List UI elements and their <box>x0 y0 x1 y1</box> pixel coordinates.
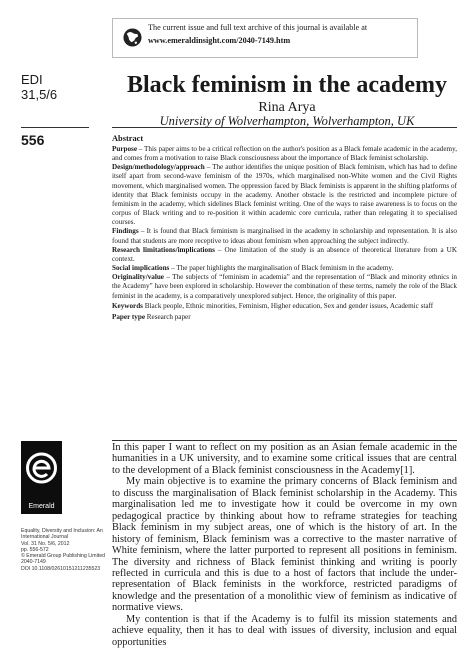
abstract <box>112 133 457 322</box>
abstract-keywords: Keywords Black people, Ethnic minorities, Feminism, Higher education, Sex and gender issues, Academic staff <box>112 302 434 311</box>
abstract-design: Design/methodology/approach – The author identifies the unique position of Black feminism, which has had to define itself apart from second-wave feminism of the 1970s, which marginalised non-White women and the Civil Rights movement, which marginalised women. The oppression faced by Black feminists is apparent in the shifting platforms of identity that Black feminists occupy in the academy. Another obstacle is the restricted and incomplete picture of feminism in the academy, which sidelines Black feminist writing. One of the ways to raise awareness is to focus on the corpus of Black writing and to re-position it within academic core curricula, rather than relegating it to specialised courses. <box>112 163 457 227</box>
body-paragraph: My main objective is to examine the primary concerns of Black feminism and to discuss the marginalisation of Black feminist scholarship in the Academy. This marginalisation led me to investigate how it could be overcome in my own pedagogical practice by thinking about how to reframe strategies for teaching Black feminism in my subject areas, one of which is the history of art. In the history of feminism, Black feminism was a corrective to the master narrative of White feminism, where the latter purported to represent all positions in feminism. The diversity and richness of Black feminist thinking and writing is poorly reflected in curricula and this is due to a host of factors that include the under-representation of Black feminists in the workforce, restricted paradigms of knowledge and the presentation of a monolithic view of feminism as indicative of normative views. <box>112 476 457 614</box>
globe-icon <box>123 28 142 47</box>
article-title: Black feminism in the academy <box>127 72 447 98</box>
body-paragraph: My contention is that if the Academy is to fulfil its mission statements and achieve equality, then it has to deal with issues of diversity, inclusion and equal opportunities <box>112 613 457 648</box>
journal-reference <box>21 72 57 102</box>
emerald-mark-icon <box>24 448 59 496</box>
citation-line: 2040-7149 <box>21 559 46 566</box>
author-affiliation: University of Wolverhampton, Wolverhampton, UK <box>159 114 415 128</box>
citation-line: pp. 556-572 <box>21 546 49 553</box>
divider <box>112 127 457 128</box>
article-author: Rina Arya <box>258 100 316 115</box>
citation-line: Vol. 31 No. 5/6, 2012 <box>21 540 70 547</box>
body-paragraph: In this paper I want to reflect on my position as an Asian female academic in the humanities in a UK university, and to examine some critical issues that are central to the development of a Black feminist consciousness in the Academy[1]. <box>112 442 457 476</box>
banner-url[interactable]: www.emeraldinsight.com/2040-7149.htm <box>148 36 291 45</box>
citation-info <box>21 528 106 572</box>
citation-line: © Emerald Group Publishing Limited <box>21 553 105 560</box>
journal-volume: 31,5/6 <box>21 87 58 102</box>
abstract-originality: Originality/value – The subjects of “feminism in academia” and the representation of “Black and minority ethnics in the Academy” have been explored in scholarship. However the combination of these terms, namely the role of the Black feminist in the academy, is a comparatively unexplored subject. Hence, the originality of this paper. <box>112 273 457 300</box>
citation-line: DOI 10.1108/02610151211235523 <box>21 565 101 572</box>
abstract-paper-type: Paper type Research paper <box>112 312 191 321</box>
logo-wordmark: Emerald <box>28 503 55 510</box>
abstract-findings: Findings – It is found that Black feminism is marginalised in the academy in scholarship and representation. It is also found that students are more receptive to ideas about feminism when approaching the subject indirectly. <box>112 227 457 245</box>
banner-text: The current issue and full text archive of this journal is available at <box>148 23 368 32</box>
divider <box>112 440 457 441</box>
article-body <box>112 442 457 648</box>
abstract-heading: Abstract <box>112 134 144 143</box>
abstract-purpose: Purpose – This paper aims to be a critical reflection on the author's position as a Black female academic in the academy, and comes from a motivation to raise Black consciousness about the importance of Black feminist scholarship. <box>112 145 457 163</box>
abstract-social-implications: Social implications – The paper highlights the marginalisation of Black feminism in the academy. <box>112 264 394 273</box>
citation-line: International Journal <box>21 534 69 541</box>
journal-code: EDI <box>21 72 43 87</box>
citation-line: Equality, Diversity and Inclusion: An <box>21 528 103 534</box>
divider <box>21 127 89 128</box>
page-number: 556 <box>21 132 45 148</box>
abstract-limitations: Research limitations/implications – One limitation of the study is an absence of theoretical literature from a UK context. <box>112 245 457 263</box>
